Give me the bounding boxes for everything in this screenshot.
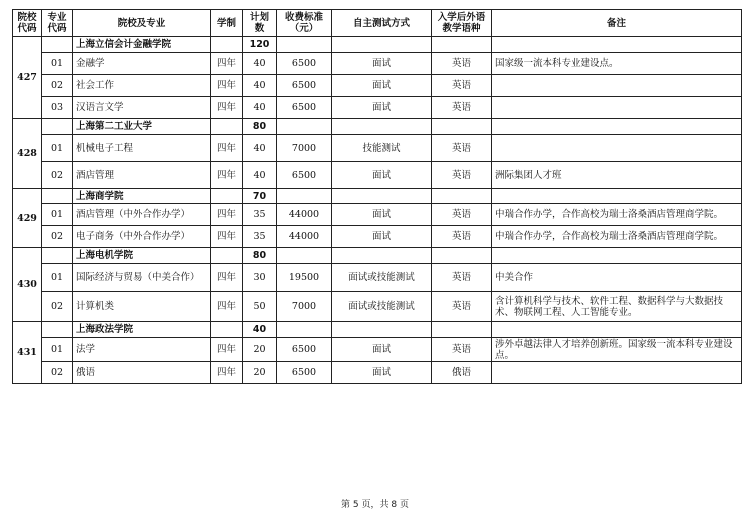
major-duration: 四年 (211, 135, 243, 162)
major-lang: 英语 (432, 292, 492, 322)
school-name: 上海电机学院 (73, 248, 211, 264)
major-row (13, 362, 742, 384)
header-school-code: 院校代码 (13, 10, 42, 37)
major-row (13, 135, 742, 162)
header-row (13, 10, 742, 37)
major-name: 国际经济与贸易（中美合作） (73, 264, 211, 292)
major-plan: 40 (243, 53, 277, 75)
major-test: 面试 (332, 204, 432, 226)
major-note: 洲际集团人才班 (492, 162, 742, 189)
blank-cell (211, 119, 243, 135)
major-fee: 6500 (277, 162, 332, 189)
major-code: 01 (42, 53, 73, 75)
major-name: 社会工作 (73, 75, 211, 97)
major-note (492, 362, 742, 384)
major-duration: 四年 (211, 362, 243, 384)
major-note (492, 97, 742, 119)
major-row (13, 226, 742, 248)
major-lang: 英语 (432, 162, 492, 189)
major-note: 中美合作 (492, 264, 742, 292)
major-test: 技能测试 (332, 135, 432, 162)
header-fee: 收费标准（元） (277, 10, 332, 37)
major-fee: 7000 (277, 135, 332, 162)
major-name: 汉语言文学 (73, 97, 211, 119)
major-note: 中瑞合作办学，合作高校为瑞士洛桑酒店管理商学院。 (492, 226, 742, 248)
blank-cell (332, 37, 432, 53)
blank-cell (211, 37, 243, 53)
major-name: 俄语 (73, 362, 211, 384)
school-row (13, 248, 742, 264)
school-code: 429 (13, 189, 42, 248)
major-code: 02 (42, 226, 73, 248)
school-row (13, 322, 742, 338)
school-row (13, 37, 742, 53)
major-lang: 英语 (432, 226, 492, 248)
major-lang: 英语 (432, 204, 492, 226)
major-plan: 40 (243, 75, 277, 97)
blank-cell (42, 37, 73, 53)
major-name: 酒店管理 (73, 162, 211, 189)
blank-cell (42, 189, 73, 204)
blank-cell (332, 189, 432, 204)
school-plan: 80 (243, 119, 277, 135)
major-name: 机械电子工程 (73, 135, 211, 162)
blank-cell (211, 248, 243, 264)
major-lang: 英语 (432, 75, 492, 97)
major-code: 02 (42, 162, 73, 189)
school-plan: 70 (243, 189, 277, 204)
major-name: 酒店管理（中外合作办学） (73, 204, 211, 226)
header-note: 备注 (492, 10, 742, 37)
major-duration: 四年 (211, 162, 243, 189)
major-duration: 四年 (211, 75, 243, 97)
major-code: 01 (42, 338, 73, 362)
blank-cell (277, 248, 332, 264)
major-test: 面试 (332, 338, 432, 362)
major-test: 面试 (332, 97, 432, 119)
blank-cell (277, 119, 332, 135)
major-duration: 四年 (211, 292, 243, 322)
major-test: 面试或技能测试 (332, 264, 432, 292)
school-code: 430 (13, 248, 42, 322)
major-code: 03 (42, 97, 73, 119)
major-name: 法学 (73, 338, 211, 362)
blank-cell (432, 119, 492, 135)
major-plan: 35 (243, 226, 277, 248)
blank-cell (42, 119, 73, 135)
major-duration: 四年 (211, 204, 243, 226)
major-duration: 四年 (211, 338, 243, 362)
admissions-table (12, 9, 742, 384)
major-note: 含计算机科学与技术、软件工程、数据科学与大数据技术、物联网工程、人工智能专业。 (492, 292, 742, 322)
blank-cell (211, 189, 243, 204)
major-lang: 英语 (432, 135, 492, 162)
header-name: 院校及专业 (73, 10, 211, 37)
major-plan: 40 (243, 97, 277, 119)
blank-cell (211, 322, 243, 338)
major-test: 面试 (332, 362, 432, 384)
major-fee: 6500 (277, 338, 332, 362)
blank-cell (332, 248, 432, 264)
major-fee: 19500 (277, 264, 332, 292)
school-plan: 80 (243, 248, 277, 264)
major-plan: 20 (243, 362, 277, 384)
school-name: 上海第二工业大学 (73, 119, 211, 135)
major-name: 金融学 (73, 53, 211, 75)
blank-cell (492, 248, 742, 264)
school-code: 427 (13, 37, 42, 119)
major-fee: 44000 (277, 226, 332, 248)
major-plan: 30 (243, 264, 277, 292)
major-note: 中瑞合作办学，合作高校为瑞士洛桑酒店管理商学院。 (492, 204, 742, 226)
major-note (492, 75, 742, 97)
major-fee: 7000 (277, 292, 332, 322)
school-code: 431 (13, 322, 42, 384)
school-plan: 40 (243, 322, 277, 338)
major-name: 电子商务（中外合作办学） (73, 226, 211, 248)
major-note: 国家级一流本科专业建设点。 (492, 53, 742, 75)
major-name: 计算机类 (73, 292, 211, 322)
blank-cell (277, 189, 332, 204)
school-name: 上海立信会计金融学院 (73, 37, 211, 53)
major-row (13, 338, 742, 362)
major-test: 面试 (332, 75, 432, 97)
school-code: 428 (13, 119, 42, 189)
school-row (13, 189, 742, 204)
major-lang: 英语 (432, 97, 492, 119)
major-duration: 四年 (211, 97, 243, 119)
blank-cell (492, 37, 742, 53)
major-fee: 6500 (277, 53, 332, 75)
blank-cell (277, 322, 332, 338)
major-row (13, 204, 742, 226)
major-lang: 俄语 (432, 362, 492, 384)
header-duration: 学制 (211, 10, 243, 37)
major-plan: 20 (243, 338, 277, 362)
major-lang: 英语 (432, 338, 492, 362)
header-major-code: 专业代码 (42, 10, 73, 37)
major-fee: 6500 (277, 362, 332, 384)
major-fee: 6500 (277, 75, 332, 97)
school-plan: 120 (243, 37, 277, 53)
header-lang: 入学后外语教学语种 (432, 10, 492, 37)
major-test: 面试 (332, 162, 432, 189)
major-code: 02 (42, 362, 73, 384)
blank-cell (492, 119, 742, 135)
major-test: 面试 (332, 226, 432, 248)
blank-cell (432, 248, 492, 264)
school-row (13, 119, 742, 135)
header-test: 自主测试方式 (332, 10, 432, 37)
major-duration: 四年 (211, 226, 243, 248)
major-code: 02 (42, 292, 73, 322)
blank-cell (332, 322, 432, 338)
blank-cell (432, 189, 492, 204)
blank-cell (492, 189, 742, 204)
major-row (13, 53, 742, 75)
major-plan: 35 (243, 204, 277, 226)
header-plan: 计划数 (243, 10, 277, 37)
blank-cell (492, 322, 742, 338)
major-plan: 50 (243, 292, 277, 322)
blank-cell (432, 322, 492, 338)
page-footer: 第 5 页，共 8 页 (341, 500, 409, 510)
blank-cell (277, 37, 332, 53)
major-row (13, 75, 742, 97)
major-row (13, 264, 742, 292)
major-fee: 6500 (277, 97, 332, 119)
blank-cell (42, 248, 73, 264)
school-name: 上海商学院 (73, 189, 211, 204)
major-lang: 英语 (432, 53, 492, 75)
major-code: 01 (42, 264, 73, 292)
major-test: 面试 (332, 53, 432, 75)
major-lang: 英语 (432, 264, 492, 292)
school-name: 上海政法学院 (73, 322, 211, 338)
major-row (13, 292, 742, 322)
major-plan: 40 (243, 162, 277, 189)
major-note: 涉外卓越法律人才培养创新班。国家级一流本科专业建设点。 (492, 338, 742, 362)
major-code: 02 (42, 75, 73, 97)
major-duration: 四年 (211, 264, 243, 292)
major-duration: 四年 (211, 53, 243, 75)
table-body (13, 37, 742, 384)
blank-cell (332, 119, 432, 135)
blank-cell (42, 322, 73, 338)
major-plan: 40 (243, 135, 277, 162)
major-test: 面试或技能测试 (332, 292, 432, 322)
major-fee: 44000 (277, 204, 332, 226)
major-row (13, 162, 742, 189)
major-code: 01 (42, 135, 73, 162)
major-row (13, 97, 742, 119)
blank-cell (432, 37, 492, 53)
major-code: 01 (42, 204, 73, 226)
major-note (492, 135, 742, 162)
